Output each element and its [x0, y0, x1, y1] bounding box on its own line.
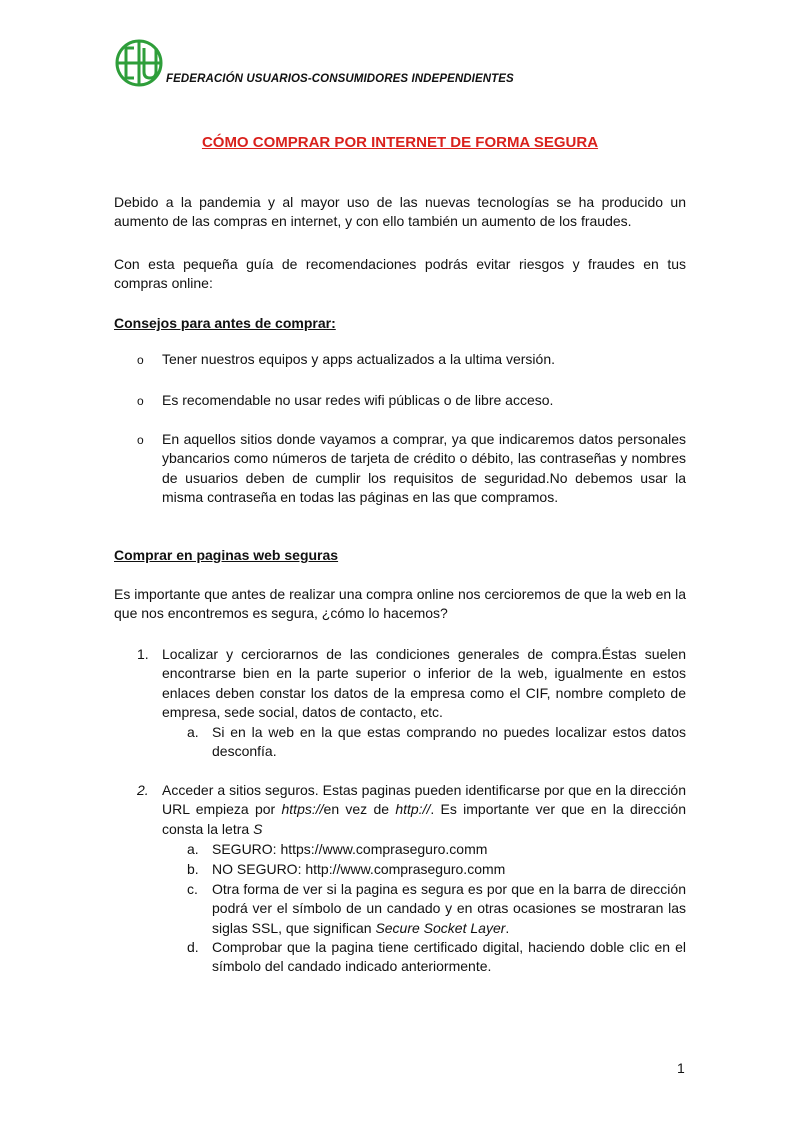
sub-letter: a.: [187, 724, 199, 740]
page-title: CÓMO COMPRAR POR INTERNET DE FORMA SEGURA: [201, 134, 599, 151]
section2-item-1-sub-a: Si en la web en la que estas comprando no puedes localizar estos datos desconfía.: [212, 724, 686, 760]
section2-heading: Comprar en paginas web seguras: [114, 547, 339, 563]
sub-letter: b.: [187, 861, 199, 877]
section2-item-2-sub-b: NO SEGURO: http://www.compraseguro.comm: [212, 861, 506, 877]
sub-letter: d.: [187, 939, 199, 955]
section2-item-2-sub-d: Comprobar que la pagina tiene certificado digital, haciendo doble clic en el símbolo del candado indicado anteriormente.: [212, 939, 686, 975]
sub-letter: a.: [187, 841, 199, 857]
section2-item-1: Localizar y cerciorarnos de las condiciones generales de compra.Éstas suelen encontrarse bien en la parte superior o inferior de la web, igualmente en estos enlaces deben constar los datos de la empresa como el CIF, nombre completo de empresa, sede social, datos de contacto, etc.: [162, 646, 686, 721]
fuci-logo-icon: [114, 38, 164, 88]
section1-heading: Consejos para antes de comprar:: [114, 315, 336, 331]
page-number: 1: [677, 1060, 685, 1076]
section2-item-2-sub-a: SEGURO: https://www.compraseguro.comm: [212, 841, 488, 857]
intro-paragraph-1: Debido a la pandemia y al mayor uso de las nuevas tecnologías se ha producido un aumento de las compras en internet, y con ello también un aumento de los fraudes.: [114, 194, 686, 230]
intro-paragraph-2: Con esta pequeña guía de recomendaciones podrás evitar riesgos y fraudes en tus compras online:: [114, 256, 686, 292]
section2-item-2: Acceder a sitios seguros. Estas paginas pueden identificarse por que en la dirección URL empieza por https://en vez de http://. Es importante ver que en la dirección consta la letra S: [162, 782, 686, 837]
bullet-icon: o: [137, 433, 144, 447]
section2-intro: Es importante que antes de realizar una compra online nos cercioremos de que la web en la que nos encontremos es segura, ¿cómo lo hacemos?: [114, 586, 686, 622]
section2-item-2-sub-c: Otra forma de ver si la pagina es segura es por que en la barra de dirección podrá ver el símbolo de un candado y en otras ocasiones se mostraran las siglas SSL, que significan Secure Socket Layer.: [212, 881, 686, 936]
section1-item-3: En aquellos sitios donde vayamos a comprar, ya que indicaremos datos personales ybancarios como números de tarjeta de crédito o débito, las contraseñas y nombres de usuarios deben de cumplir los requisitos de seguridad.No debemos usar la misma contraseña en todas las páginas en las que compramos.: [162, 431, 686, 506]
list-number: 2.: [137, 782, 149, 798]
bullet-icon: o: [137, 394, 144, 408]
section1-item-1: Tener nuestros equipos y apps actualizados a la ultima versión.: [162, 351, 555, 367]
bullet-icon: o: [137, 353, 144, 367]
org-name: FEDERACIÓN USUARIOS-CONSUMIDORES INDEPENDIENTES: [166, 73, 514, 85]
list-number: 1.: [137, 646, 149, 662]
section1-item-2: Es recomendable no usar redes wifi públicas o de libre acceso.: [162, 392, 554, 408]
sub-letter: c.: [187, 881, 198, 897]
